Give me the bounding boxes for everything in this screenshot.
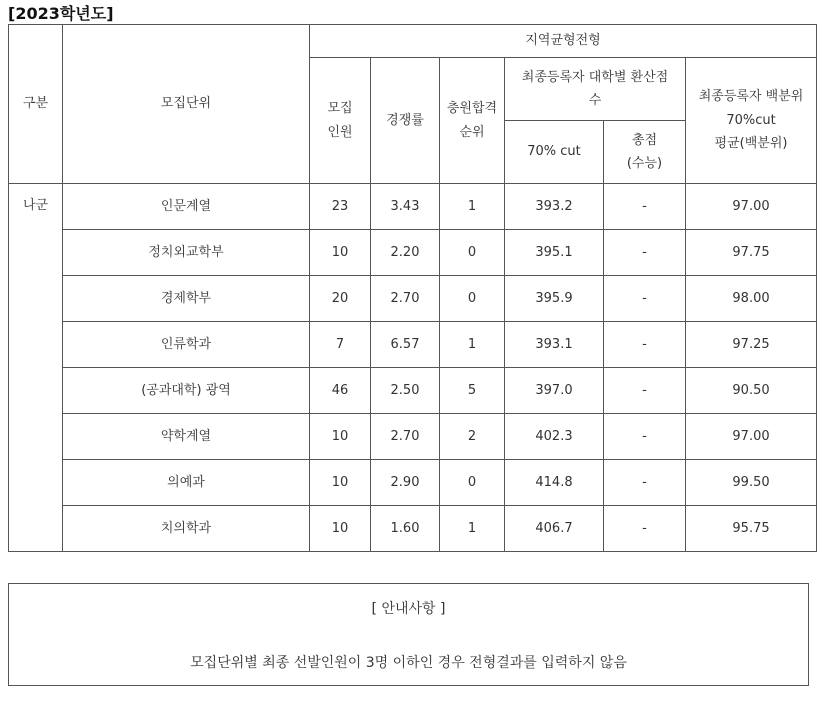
competition-cell: 2.50 bbox=[371, 368, 440, 414]
header-competition: 경쟁률 bbox=[371, 58, 440, 184]
table-row bbox=[9, 230, 817, 276]
header-score-group bbox=[505, 58, 686, 121]
cut70-cell: 393.2 bbox=[505, 184, 604, 230]
cut70-cell: 414.8 bbox=[505, 460, 604, 506]
recruit-cell: 10 bbox=[310, 230, 371, 276]
cut70-cell: 406.7 bbox=[505, 506, 604, 552]
table-row bbox=[9, 414, 817, 460]
notice-title: [ 안내사항 ] bbox=[371, 601, 446, 617]
total-cell: - bbox=[604, 322, 686, 368]
table-row bbox=[9, 460, 817, 506]
percentile-cell: 99.50 bbox=[686, 460, 817, 506]
percentile-cell: 97.00 bbox=[686, 414, 817, 460]
waitlist-cell: 1 bbox=[440, 506, 505, 552]
cut70-cell: 397.0 bbox=[505, 368, 604, 414]
cut70-cell: 395.1 bbox=[505, 230, 604, 276]
unit-cell: 경제학부 bbox=[63, 276, 310, 322]
table-row bbox=[9, 322, 817, 368]
recruit-cell: 10 bbox=[310, 414, 371, 460]
competition-cell: 2.70 bbox=[371, 414, 440, 460]
waitlist-cell: 1 bbox=[440, 322, 505, 368]
header-total-line2: (수능) bbox=[626, 156, 663, 171]
total-cell: - bbox=[604, 276, 686, 322]
waitlist-cell: 0 bbox=[440, 276, 505, 322]
header-waitlist bbox=[440, 58, 505, 184]
recruit-cell: 46 bbox=[310, 368, 371, 414]
competition-cell: 2.70 bbox=[371, 276, 440, 322]
total-cell: - bbox=[604, 230, 686, 276]
waitlist-cell: 5 bbox=[440, 368, 505, 414]
waitlist-cell: 0 bbox=[440, 230, 505, 276]
cut70-cell: 395.9 bbox=[505, 276, 604, 322]
header-recruit bbox=[310, 58, 371, 184]
header-unit: 모집단위 bbox=[63, 25, 310, 184]
cut70-cell: 393.1 bbox=[505, 322, 604, 368]
unit-cell: 치의학과 bbox=[63, 506, 310, 552]
header-waitlist-line2: 순위 bbox=[459, 124, 485, 140]
table-row bbox=[9, 276, 817, 322]
unit-cell: 인문계열 bbox=[63, 184, 310, 230]
table-row bbox=[9, 368, 817, 414]
table-row bbox=[9, 506, 817, 552]
header-cut70: 70% cut bbox=[505, 121, 604, 184]
recruit-cell: 10 bbox=[310, 460, 371, 506]
percentile-cell: 95.75 bbox=[686, 506, 817, 552]
percentile-cell: 97.00 bbox=[686, 184, 817, 230]
header-category: 구분 bbox=[9, 25, 63, 184]
group-cell: 나군 bbox=[9, 184, 63, 552]
percentile-cell: 97.75 bbox=[686, 230, 817, 276]
total-cell: - bbox=[604, 506, 686, 552]
competition-cell: 6.57 bbox=[371, 322, 440, 368]
competition-cell: 3.43 bbox=[371, 184, 440, 230]
recruit-cell: 7 bbox=[310, 322, 371, 368]
total-cell: - bbox=[604, 414, 686, 460]
recruit-cell: 23 bbox=[310, 184, 371, 230]
recruit-cell: 10 bbox=[310, 506, 371, 552]
header-recruit-line1: 모집 bbox=[327, 101, 353, 117]
unit-cell: 약학계열 bbox=[63, 414, 310, 460]
header-total bbox=[604, 121, 686, 184]
header-score-group-line1: 최종등록자 대학별 환산점 bbox=[521, 69, 669, 85]
unit-cell: 인류학과 bbox=[63, 322, 310, 368]
cut70-cell: 402.3 bbox=[505, 414, 604, 460]
header-score-group-line2: 수 bbox=[588, 93, 602, 108]
unit-cell: 정치외교학부 bbox=[63, 230, 310, 276]
total-cell: - bbox=[604, 460, 686, 506]
waitlist-cell: 1 bbox=[440, 184, 505, 230]
header-percentile bbox=[686, 58, 817, 184]
header-percentile-line2: 70%cut bbox=[726, 112, 776, 128]
total-cell: - bbox=[604, 184, 686, 230]
recruit-cell: 20 bbox=[310, 276, 371, 322]
waitlist-cell: 0 bbox=[440, 460, 505, 506]
competition-cell: 2.20 bbox=[371, 230, 440, 276]
header-percentile-line1: 최종등록자 백분위 bbox=[698, 89, 804, 105]
competition-cell: 2.90 bbox=[371, 460, 440, 506]
competition-cell: 1.60 bbox=[371, 506, 440, 552]
percentile-cell: 98.00 bbox=[686, 276, 817, 322]
unit-cell: (공과대학) 광역 bbox=[63, 368, 310, 414]
percentile-cell: 97.25 bbox=[686, 322, 817, 368]
header-group: 지역균형전형 bbox=[310, 25, 817, 58]
header-percentile-line3: 평균(백분위) bbox=[714, 136, 788, 152]
admission-results-table bbox=[8, 24, 817, 552]
table-row bbox=[9, 184, 817, 230]
percentile-cell: 90.50 bbox=[686, 368, 817, 414]
waitlist-cell: 2 bbox=[440, 414, 505, 460]
header-total-line1: 총점 bbox=[631, 132, 658, 148]
page-title: [2023학년도] bbox=[8, 4, 114, 23]
notice-box bbox=[8, 583, 809, 686]
unit-cell: 의예과 bbox=[63, 460, 310, 506]
header-waitlist-line1: 충원합격 bbox=[446, 101, 498, 117]
header-recruit-line2: 인원 bbox=[327, 124, 353, 140]
notice-body: 모집단위별 최종 선발인원이 3명 이하인 경우 전형결과를 입력하지 않음 bbox=[190, 655, 627, 671]
total-cell: - bbox=[604, 368, 686, 414]
